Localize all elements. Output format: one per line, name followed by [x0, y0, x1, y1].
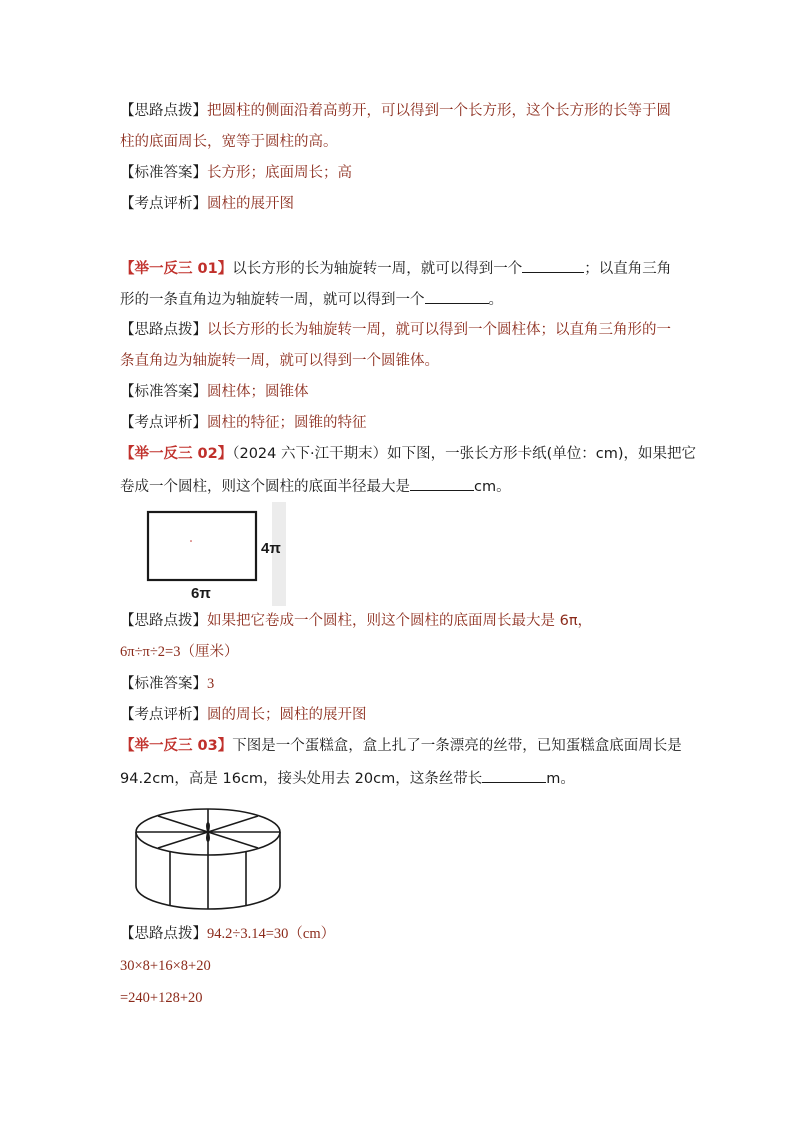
topic-text: 圆的周长；圆柱的展开图: [207, 707, 367, 723]
topic-tag: 【考点评析】: [120, 415, 207, 431]
rectangle-diagram: [134, 502, 294, 606]
question-text: 94.2cm，高是 16cm，接头处用去 20cm，这条丝带长: [120, 771, 483, 787]
question-text: 。: [488, 292, 503, 308]
topic-line: [120, 705, 367, 725]
question-text: 下图是一个蛋糕盒，盒上扎了一条漂亮的丝带，已知蛋糕盒底面周长是: [232, 738, 682, 754]
hint-line: [120, 101, 671, 121]
hint-line: [120, 611, 592, 631]
hint-line: [120, 924, 335, 944]
topic-line: [120, 194, 294, 214]
hint-text: 94.2÷3.14=30（cm）: [207, 926, 336, 942]
answer-line: [120, 163, 352, 183]
question-text: 形的一条直角边为轴旋转一周，就可以得到一个: [120, 292, 425, 308]
topic-text: 圆柱的展开图: [207, 196, 294, 212]
question-01-line1: [120, 258, 671, 279]
answer-tag: 【标准答案】: [120, 676, 207, 692]
question-tag: 【举一反三 03】: [120, 738, 233, 754]
calc-line: =240+128+20: [120, 990, 203, 1006]
question-03-line2: [120, 768, 575, 789]
length-label: 6π: [191, 585, 211, 602]
center-dot: [190, 540, 192, 542]
question-text: ；以直角三角: [584, 261, 672, 277]
question-tag: 【举一反三 02】: [120, 446, 233, 462]
answer-text: 长方形；底面周长；高: [207, 165, 352, 181]
hint-tag: 【思路点拨】: [120, 926, 207, 942]
question-02-line2: [120, 476, 511, 497]
hint-line: [120, 320, 671, 340]
width-label: 4π: [261, 540, 281, 557]
hint-tag: 【思路点拨】: [120, 103, 207, 119]
hint-tag: 【思路点拨】: [120, 613, 207, 629]
calc-line: 30×8+16×8+20: [120, 958, 211, 974]
question-text: 卷成一个圆柱，则这个圆柱的底面半径最大是: [120, 479, 410, 495]
hint-text: 以长方形的长为轴旋转一周，就可以得到一个圆柱体；以直角三角形的一: [207, 322, 671, 338]
question-text: 以长方形的长为轴旋转一周，就可以得到一个: [232, 261, 523, 277]
hint-text: 把圆柱的侧面沿着高剪开，可以得到一个长方形，这个长方形的长等于圆: [207, 103, 671, 119]
hint-text-cont: 条直角边为轴旋转一周，就可以得到一个圆锥体。: [120, 353, 439, 369]
answer-tag: 【标准答案】: [120, 165, 207, 181]
answer-tag: 【标准答案】: [120, 384, 207, 400]
question-text: cm。: [474, 479, 511, 495]
question-text: （2024 六下·江干期末）如下图，一张长方形卡纸(单位：cm)，如果把它: [232, 446, 697, 462]
topic-tag: 【考点评析】: [120, 707, 207, 723]
cake-box-figure: [132, 802, 284, 914]
card-rectangle: [148, 512, 256, 580]
answer-line: [120, 674, 214, 694]
question-tag: 【举一反三 01】: [120, 261, 233, 277]
answer-blank[interactable]: [425, 289, 489, 304]
hint-calc: 6π÷π÷2=3（厘米）: [120, 644, 239, 660]
topic-tag: 【考点评析】: [120, 196, 207, 212]
hint-text-cont: 柱的底面周长，宽等于圆柱的高。: [120, 134, 338, 150]
topic-line: [120, 413, 367, 433]
question-text: m。: [546, 771, 575, 787]
answer-text: 圆柱体；圆锥体: [207, 384, 309, 400]
question-03-line1: [120, 736, 682, 756]
question-01-line2: [120, 289, 503, 310]
topic-text: 圆柱的特征；圆锥的特征: [207, 415, 367, 431]
hint-tag: 【思路点拨】: [120, 322, 207, 338]
answer-line: [120, 382, 309, 402]
question-02-line1: [120, 444, 696, 464]
rectangle-card-figure: [134, 502, 294, 606]
answer-text: 3: [207, 676, 215, 692]
answer-blank[interactable]: [482, 768, 546, 783]
answer-blank[interactable]: [522, 258, 584, 273]
hint-text: 如果把它卷成一个圆柱，则这个圆柱的底面周长最大是 6π，: [207, 613, 593, 629]
cake-box-diagram: [132, 802, 284, 914]
answer-blank[interactable]: [410, 476, 474, 491]
